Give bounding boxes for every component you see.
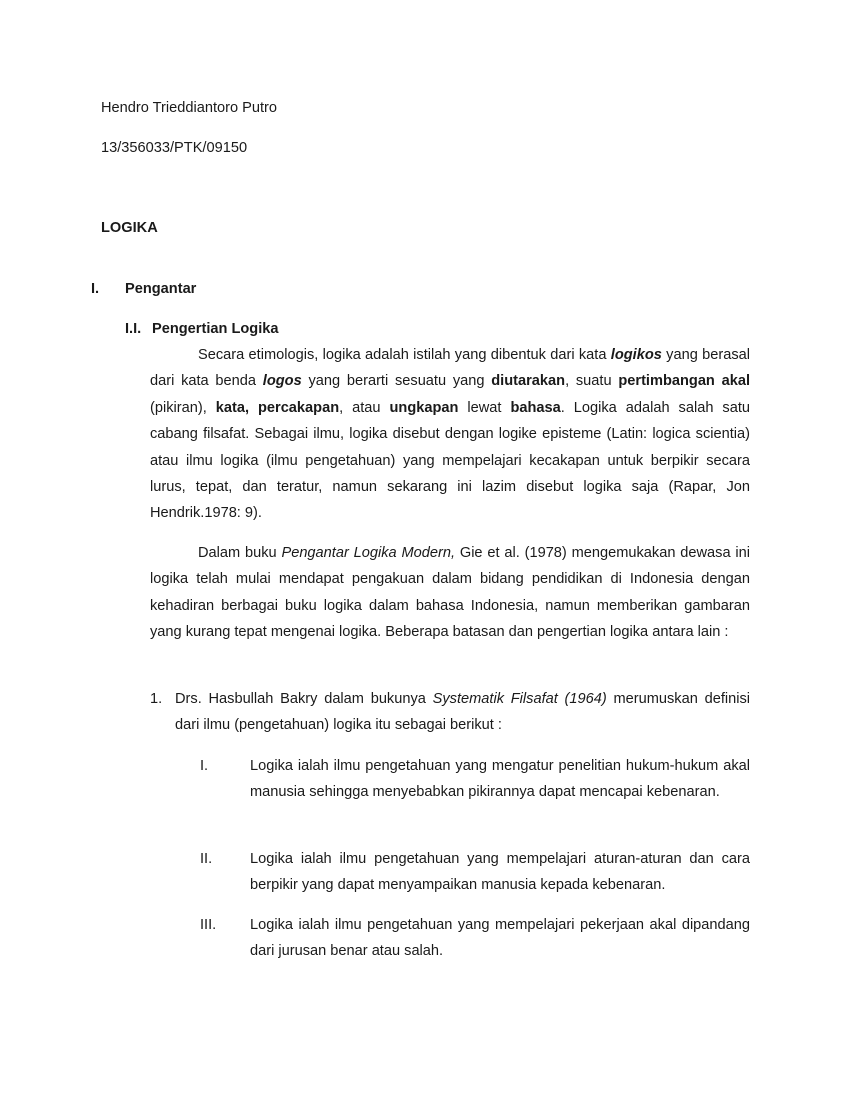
list-text-1: Drs. Hasbullah Bakry dalam bukunya xyxy=(175,691,433,707)
p1-text-5: (pikiran), xyxy=(150,399,216,416)
author-name: Hendro Trieddiantoro Putro xyxy=(101,100,278,116)
term-logikos: logikos xyxy=(610,347,662,363)
definition-2 xyxy=(250,846,750,899)
list-item-number: 1. xyxy=(150,691,163,707)
document-title: LOGIKA xyxy=(101,220,158,236)
list-book-title: Systematik Filsafat (1964) xyxy=(432,691,607,707)
definition-text: Logika ialah ilmu pengetahuan yang mempelajari pekerjaan akal dipandang dari jurusan benar atau salah. xyxy=(250,917,750,960)
definition-1 xyxy=(250,753,750,806)
p1-text-2: yang berasal dari kata benda xyxy=(150,347,751,390)
term-bahasa: bahasa xyxy=(510,399,561,416)
book-title: Pengantar Logika Modern, xyxy=(281,545,456,561)
definition-number: I. xyxy=(200,758,209,774)
student-id: 13/356033/PTK/09150 xyxy=(101,140,248,156)
paragraph-etymology xyxy=(150,342,750,527)
section-number: I. xyxy=(91,281,100,297)
term-kata-percakapan: kata, percakapan xyxy=(215,399,340,416)
p1-text-3: yang berarti sesuatu yang xyxy=(301,373,492,390)
list-text-2: merumuskan definisi dari ilmu (pengetahuan) logika itu sebagai berikut : xyxy=(175,691,751,734)
definition-number: II. xyxy=(200,851,213,867)
term-ungkapan: ungkapan xyxy=(389,399,459,416)
term-diutarakan: diutarakan xyxy=(491,373,566,390)
p1-text-7: lewat xyxy=(458,399,511,416)
paragraph-modern-logic xyxy=(150,540,750,646)
p1-text-8: . Logika adalah salah satu cabang filsafat. Sebagai ilmu, logika disebut dengan logike episteme (Latin: logica scientia) atau ilmu logika (ilmu pengetahuan) yang mempelajari kecakapan untuk berpikir secara lurus, tepat, dan teratur, namun sekarang ini lazim disebut logika saja (Rapar, Jon Hendrik.1978: 9). xyxy=(150,399,750,522)
subsection-title: Pengertian Logika xyxy=(152,321,279,337)
subsection-number: I.I. xyxy=(125,321,142,337)
definition-text: Logika ialah ilmu pengetahuan yang mempelajari aturan-aturan dan cara berpikir yang dapat menyampaikan manusia kepada kebenaran. xyxy=(250,851,750,894)
p1-text-4: , suatu xyxy=(565,373,619,390)
p2-text-2: Gie et al. (1978) mengemukakan dewasa ini logika telah mulai mendapat pengakuan dalam bidang pendidikan di Indonesia dengan kehadiran berbagai buku logika dalam bahasa Indonesia, namun memberikan gambaran yang kurang tepat mengenai logika. Beberapa batasan dan pengertian logika antara lain : xyxy=(150,545,750,641)
section-title: Pengantar xyxy=(125,281,197,297)
p1-text-1: Secara etimologis, logika adalah istilah yang dibentuk dari kata xyxy=(198,347,611,363)
definition-3 xyxy=(250,912,750,965)
definition-text: Logika ialah ilmu pengetahuan yang mengatur penelitian hukum-hukum akal manusia sehingga menyebabkan pikirannya dapat mencapai kebenaran. xyxy=(250,758,750,801)
p2-text-1: Dalam buku xyxy=(198,545,282,561)
p1-text-6: , atau xyxy=(339,399,390,416)
term-pertimbangan-akal: pertimbangan akal xyxy=(618,373,751,390)
term-logos: logos xyxy=(262,373,302,390)
definition-number: III. xyxy=(200,917,217,933)
list-item-1 xyxy=(175,686,750,739)
